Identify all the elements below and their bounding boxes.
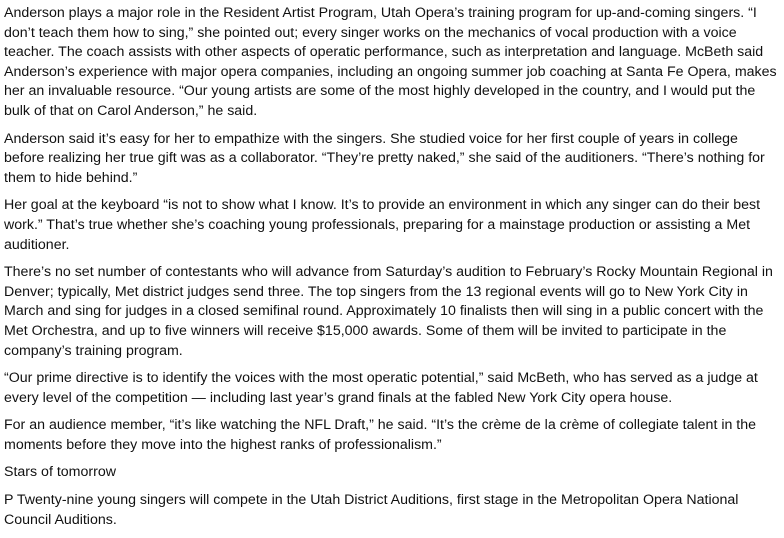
paragraph-resident-artist-program: Anderson plays a major role in the Resident Artist Program, Utah Opera’s training program for up-and-coming singers. “I don’t teach them how to sing,” she pointed out; every singer works on the mechanics of vocal production with a voice teacher. The coach assists with other aspects of operatic performance, such as interpretation and language. McBeth said Anderson’s experience with major opera companies, including an ongoing summer job coaching at Santa Fe Opera, makes her an invaluable resource. “Our young artists are some of the most highly developed in the country, and I would put the bulk of that on Carol Anderson,” he said. bbox=[4, 5, 777, 119]
paragraph-contestants: There’s no set number of contestants who will advance from Saturday’s audition to February’s Rocky Mountain Regional in Denver; typically, Met district judges send three. The top singers from the 13 regional events will go to New York City in March and sing for judges in a closed semifinal round. Approximately 10 finalists then will sing in a public concert with the Met Orchestra, and up to five winners will receive $15,000 awards. Some of them will be invited to participate in the company’s training program. bbox=[4, 264, 773, 359]
article-body bbox=[4, 4, 780, 538]
subheading-stars-of-tomorrow: Stars of tomorrow bbox=[4, 464, 116, 481]
paragraph-prime-directive: “Our prime directive is to identify the voices with the most operatic potential,” said McBeth, who has served as a judge at every level of the competition — including last year’s grand finals at the fabled New York City opera house. bbox=[4, 370, 758, 406]
paragraph-nfl-draft: For an audience member, “it’s like watching the NFL Draft,” he said. “It’s the crème de la crème of collegiate talent in the moments before they move into the highest ranks of professionalism.” bbox=[4, 417, 757, 453]
paragraph-empathize: Anderson said it’s easy for her to empathize with the singers. She studied voice for her first couple of years in college before realizing her true gift was as a collaborator. “They’re pretty naked,” she said of the auditioners. “There’s nothing for them to hide behind.” bbox=[4, 130, 765, 186]
paragraph-keyboard-goal: Her goal at the keyboard “is not to show what I know. It’s to provide an environment in which any singer can do their best work.” That’s true whether she’s coaching young professionals, preparing for a mainstage production or assisting a Met auditioner. bbox=[4, 197, 761, 253]
paragraph-twenty-nine-singers: P Twenty-nine young singers will compete in the Utah District Auditions, first stage in the Metropolitan Opera National Council Auditions. bbox=[4, 492, 739, 528]
